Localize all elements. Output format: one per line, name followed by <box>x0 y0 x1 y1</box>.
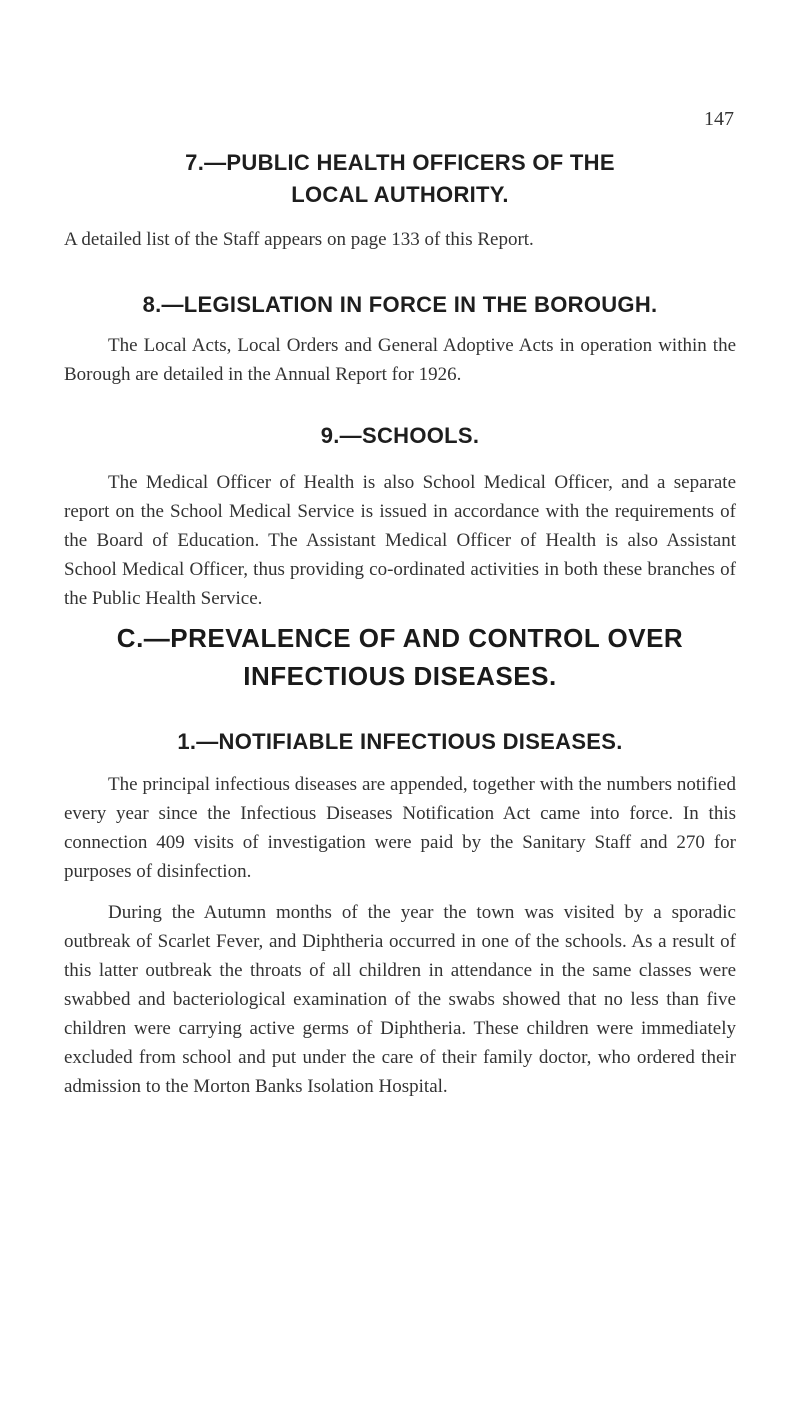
section-7-title-line1: 7.—PUBLIC HEALTH OFFICERS OF THE <box>185 150 615 175</box>
section-9-body: The Medical Officer of Health is also School Medical Officer, and a separate report on the School Medical Service is issued in accordance with the requirements of the Board of Education. The Assistant Medical Officer of Health is also Assistant School Medical Officer, thus providing co-ordinated activities in both these branches of the Public Health Service. <box>64 472 736 609</box>
section-1-para2: During the Autumn months of the year the town was visited by a sporadic outbreak of Scarlet Fever, and Diphtheria occurred in one of the schools. As a result of this latter outbreak the throats of all children in attendance in the same classes were swabbed and bacteriological examination of the swabs showed that no less than five children were carrying active germs of Diphtheria. These children were immediately excluded from school and put under the care of their family doctor, who ordered their admission to the Morton Banks Isolation Hospital. <box>64 902 736 1097</box>
section-9-title: 9.—SCHOOLS. <box>320 423 480 448</box>
section-c-title-line2: INFECTIOUS DISEASES. <box>243 661 557 691</box>
section-1-title: 1.—NOTIFIABLE INFECTIOUS DISEASES. <box>177 729 623 754</box>
section-1-para1: The principal infectious diseases are appended, together with the numbers notified every year since the Infectious Diseases Notification Act came into force. In this connection 409 visits of investigation were paid by the Sanitary Staff and 270 for purposes of disinfection. <box>64 774 736 882</box>
section-8-title: 8.—LEGISLATION IN FORCE IN THE BOROUGH. <box>142 292 658 317</box>
section-c-title-line1: C.—PREVALENCE OF AND CONTROL OVER <box>116 623 684 653</box>
section-7-title-line2: LOCAL AUTHORITY. <box>291 182 509 207</box>
section-8-body: The Local Acts, Local Orders and General Adoptive Acts in operation within the Borough are detailed in the Annual Report for 1926. <box>64 335 736 385</box>
page-number: 147 <box>704 108 734 130</box>
section-7-body: A detailed list of the Staff appears on page 133 of this Report. <box>64 229 534 250</box>
